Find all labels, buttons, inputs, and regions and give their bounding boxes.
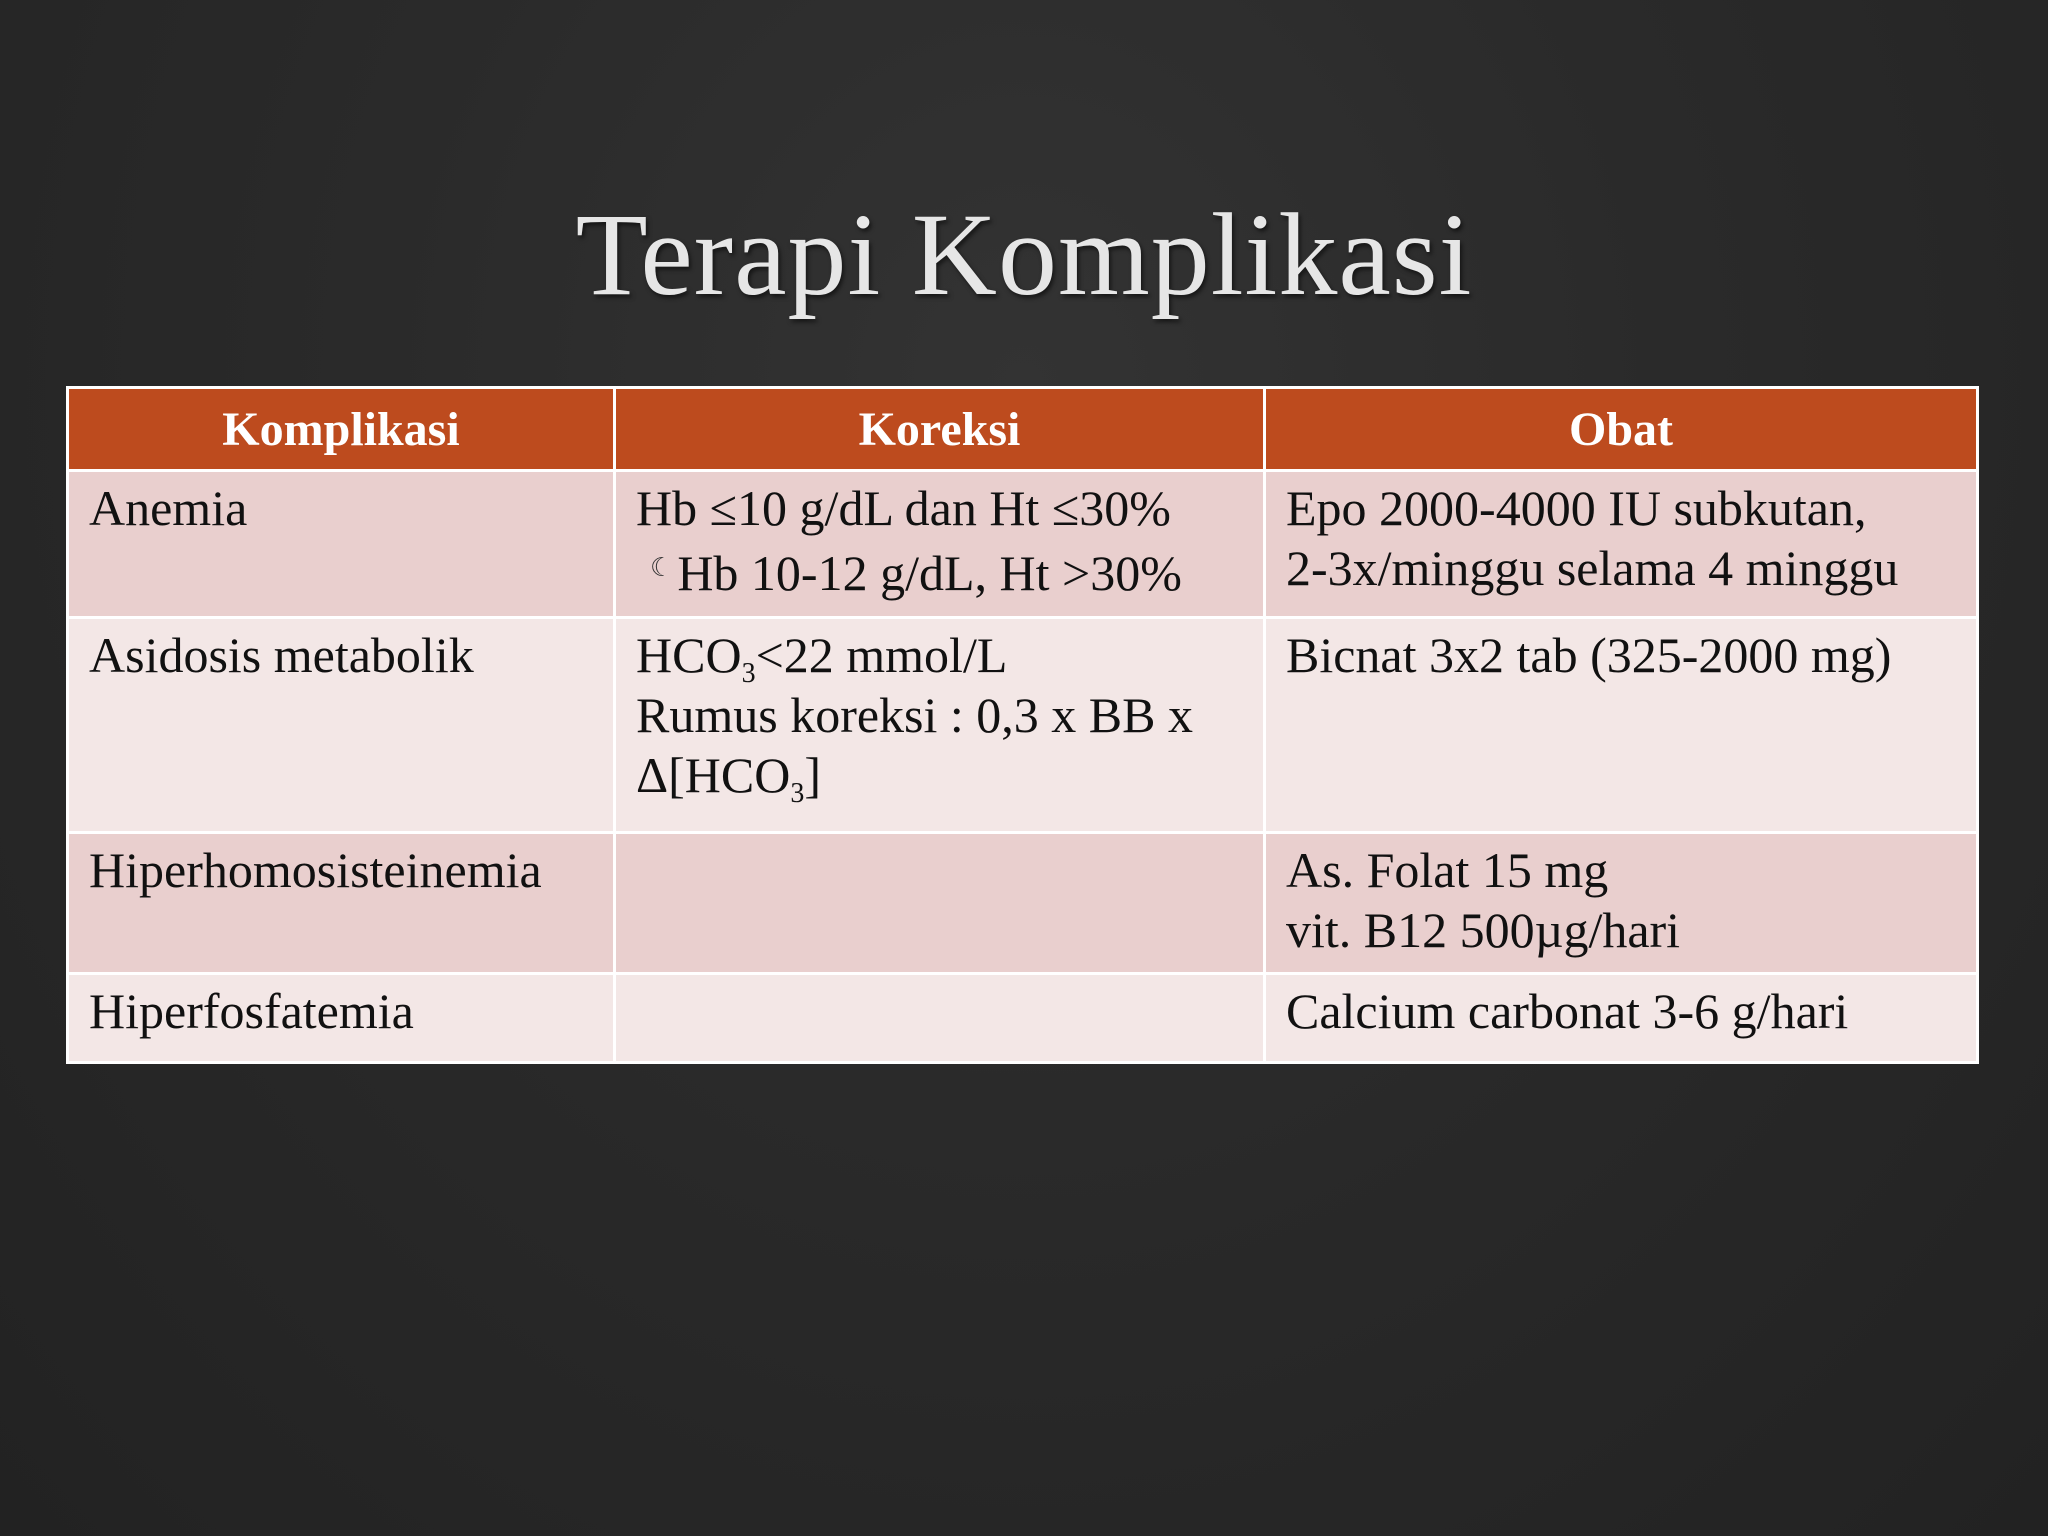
table-row: [68, 618, 1978, 833]
cell-obat: [1265, 833, 1978, 974]
table-row: [68, 833, 1978, 974]
koreksi-line-text: Hb 10-12 g/dL, Ht >30%: [677, 545, 1182, 601]
komplikasi-table: [66, 386, 1979, 1064]
komplikasi-text: Hiperfosfatemia: [89, 983, 414, 1039]
obat-line: Calcium carbonat 3-6 g/hari: [1286, 983, 1849, 1039]
cell-koreksi: [615, 618, 1265, 833]
komplikasi-text: Anemia: [89, 480, 248, 536]
delta-hco3-label: Δ[HCO: [636, 747, 791, 803]
cell-komplikasi: [68, 974, 615, 1063]
obat-line: vit. B12 500µg/hari: [1286, 902, 1681, 958]
koreksi-line: Rumus koreksi : 0,3 x BB x: [636, 687, 1193, 743]
koreksi-line: [636, 745, 1243, 809]
koreksi-line: [636, 538, 1243, 603]
obat-line: As. Folat 15 mg: [1286, 842, 1609, 898]
slide-title: Terapi Komplikasi: [575, 189, 1473, 320]
cell-koreksi: [615, 974, 1265, 1063]
subscript: 3: [790, 778, 805, 809]
header-obat: Obat: [1265, 388, 1978, 471]
komplikasi-text: Asidosis metabolik: [89, 627, 474, 683]
cell-obat: [1265, 974, 1978, 1063]
cell-komplikasi: [68, 833, 615, 974]
header-komplikasi: Komplikasi: [68, 388, 615, 471]
cell-koreksi: [615, 471, 1265, 618]
cell-koreksi: [615, 833, 1265, 974]
subscript: 3: [741, 658, 756, 689]
koreksi-line: [636, 625, 1243, 689]
bracket-close: ]: [804, 747, 822, 803]
hco3-label: HCO: [636, 627, 742, 683]
table-header-row: [68, 388, 1978, 471]
cell-komplikasi: [68, 471, 615, 618]
komplikasi-text: Hiperhomosisteinemia: [89, 842, 542, 898]
obat-line: 2-3x/minggu selama 4 minggu: [1286, 540, 1899, 596]
obat-line: Bicnat 3x2 tab (325-2000 mg): [1286, 627, 1892, 683]
crescent-bullet-icon: ☾: [650, 553, 674, 582]
header-koreksi: Koreksi: [615, 388, 1265, 471]
cell-obat: [1265, 618, 1978, 833]
table-row: [68, 974, 1978, 1063]
cell-obat: [1265, 471, 1978, 618]
cell-komplikasi: [68, 618, 615, 833]
table-row: [68, 471, 1978, 618]
hco3-threshold: <22 mmol/L: [755, 627, 1008, 683]
koreksi-line: Hb ≤10 g/dL dan Ht ≤30%: [636, 480, 1171, 536]
obat-line: Epo 2000-4000 IU subkutan,: [1286, 480, 1867, 536]
